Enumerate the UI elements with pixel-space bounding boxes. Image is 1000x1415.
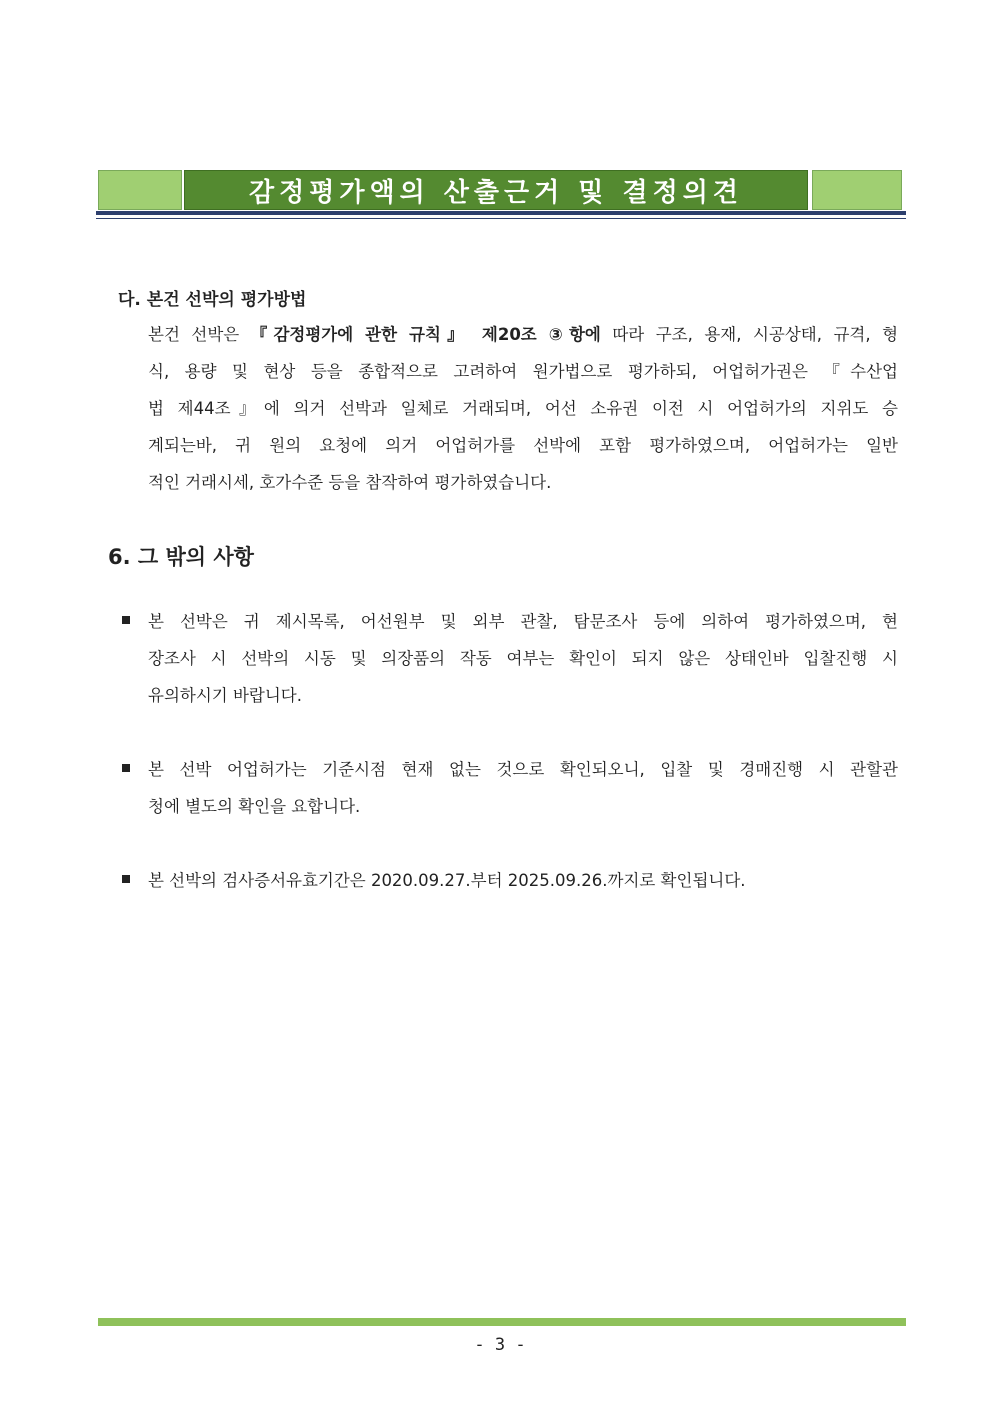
banner-left-block: [98, 170, 182, 210]
section-6-heading: 6. 그 밖의 사항: [108, 545, 254, 569]
section-da-line: 식, 용량 및 현상 등을 종합적으로 고려하여 원가법으로 평가하되, 어업허가권은 『수산업: [148, 362, 898, 381]
title-banner: [98, 170, 902, 210]
section-da-line: 계되는바, 귀 원의 요청에 의거 어업허가를 선박에 포함 평가하였으며, 어업허가는 일반: [148, 436, 898, 455]
section-da-heading: 다. 본건 선박의 평가방법: [118, 290, 307, 310]
page-title: 감정평가액의 산출근거 및 결정의견: [249, 177, 743, 208]
bullet-square-icon: [122, 764, 130, 772]
bullet-line: 본 선박 어업허가는 기준시점 현재 없는 것으로 확인되오니, 입찰 및 경매진행 시 관할관: [148, 760, 898, 779]
regulation-reference: 『감정평가에 관한 규칙』 제20조 ③항에: [250, 325, 601, 344]
title-underline-thick: [96, 211, 906, 215]
section-da-line: [148, 321, 898, 345]
title-underline-thin: [96, 218, 906, 219]
bullet-line: 청에 별도의 확인을 요합니다.: [148, 797, 361, 816]
banner-center-block: [184, 170, 808, 210]
bullet-line: 본 선박은 귀 제시목록, 어선원부 및 외부 관찰, 탐문조사 등에 의하여 평가하였으며, 현: [148, 612, 898, 631]
section-da-line: 법 제44조』에 의거 선박과 일체로 거래되며, 어선 소유권 이전 시 어업허가의 지위도 승: [148, 399, 898, 418]
bullet-line: 본 선박의 검사증서유효기간은 2020.09.27.부터 2025.09.26.까지로 확인됩니다.: [148, 871, 746, 890]
bullet-line: 유의하시기 바랍니다.: [148, 686, 302, 705]
bullet-square-icon: [122, 616, 130, 624]
section-da-line1-pre: 본건 선박은: [148, 325, 251, 344]
section-da-line1-post: 따라 구조, 용재, 시공상태, 규격, 형: [600, 325, 899, 344]
banner-right-block: [812, 170, 902, 210]
bullet-line: 장조사 시 선박의 시동 및 의장품의 작동 여부는 확인이 되지 않은 상태인바 입찰진행 시: [148, 649, 898, 668]
page-number: - 3 -: [474, 1335, 526, 1355]
section-da-line: 적인 거래시세, 호가수준 등을 참작하여 평가하였습니다.: [148, 473, 552, 492]
bullet-square-icon: [122, 875, 130, 883]
footer-bar: [98, 1318, 906, 1326]
